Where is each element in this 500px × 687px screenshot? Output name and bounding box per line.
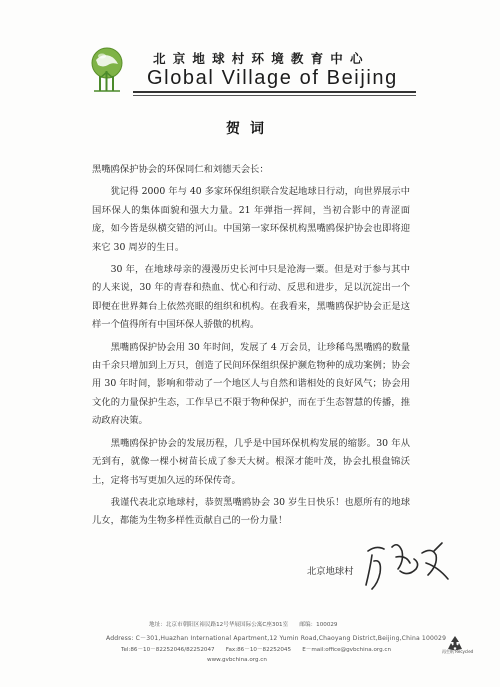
paragraph-2: 30 年，在地球母亲的漫漫历史长河中只是沧海一粟。但是对于参与其中的人来说，30 年的青春和热血、忧心和行动、反思和进步，足以沉淀出一个即便在世界舞台上依然亮眼的组织和机构。在我看来，黑嘴鸥保护协会正是这样一个值得所有中国环保人骄傲的机构。 bbox=[92, 264, 410, 331]
paragraph-4: 黑嘴鸥保护协会的发展历程，几乎是中国环保机构发展的缩影。30 年从无到有，就像一棵小树苗长成了参天大树。根深才能叶茂，协会扎根盘锦沃土，定将书写更加久远的环保传奇。 bbox=[92, 437, 410, 486]
handwritten-signature bbox=[362, 533, 454, 593]
paragraph-1: 犹记得 2000 年与 40 多家环保组织联合发起地球日行动，向世界展示中国环保人的集体面貌和强大力量。21 年弹指一挥间，当初合影中的青涩面庞，如今皆是纵横交错的河山。中国第一家环保机构黑嘴鸥保护协会也即将迎来它 30 周岁的生日。 bbox=[92, 186, 410, 253]
org-name-chinese: 北京地球村环境教育中心 bbox=[153, 51, 370, 66]
footer-address-chinese: 地址：北京市朝阳区裕民路12号华展国际公寓C座301室 邮编：100029 bbox=[149, 622, 338, 628]
signature-org: 北京地球村 bbox=[307, 566, 354, 577]
paragraph-5: 我谨代表北京地球村，恭贺黑嘴鸥协会 30 岁生日快乐！也愿所有的地球儿女，都能为生物多样性贡献自己的一份力量！ bbox=[92, 496, 410, 527]
letterhead-divider-thin bbox=[133, 95, 416, 96]
salutation: 黑嘴鸥保护协会的环保同仁和刘德天会长： bbox=[92, 164, 269, 175]
globe-tree-logo-icon bbox=[86, 43, 132, 97]
footer-contact: Tel:86－10－82252046/82252047 Fax:86－10－82252045 E－mail:office@gvbchina.org.cn bbox=[121, 647, 392, 653]
letter-title: 贺词 bbox=[226, 121, 274, 137]
org-name-english: Global Village of Beijing bbox=[147, 67, 398, 89]
letterhead-divider bbox=[133, 91, 416, 93]
footer-address-english: Address: C－301,Huazhan International Apartment,12 Yumin Road,Chaoyang District,Beijing,China 100029 bbox=[106, 635, 447, 642]
paragraph-3: 黑嘴鸥保护协会用 30 年时间，发展了 4 万会员，让珍稀鸟黑嘴鸥的数量由千余只增加到上万只，创造了民间环保组织保护濒危物种的成功案例；协会用 30 年时间，影响和带动了一个地区人与自然和谐相处的良好风气；协会用文化的力量保护生态，工作早已不限于物种保护，而在于生态智慧的传播，推动政府决策。 bbox=[92, 341, 410, 427]
footer-website: www.gvbchina.org.cn bbox=[207, 657, 267, 663]
letter-body bbox=[92, 161, 410, 535]
recycle-label: 再生纸 Recycled bbox=[442, 649, 474, 654]
